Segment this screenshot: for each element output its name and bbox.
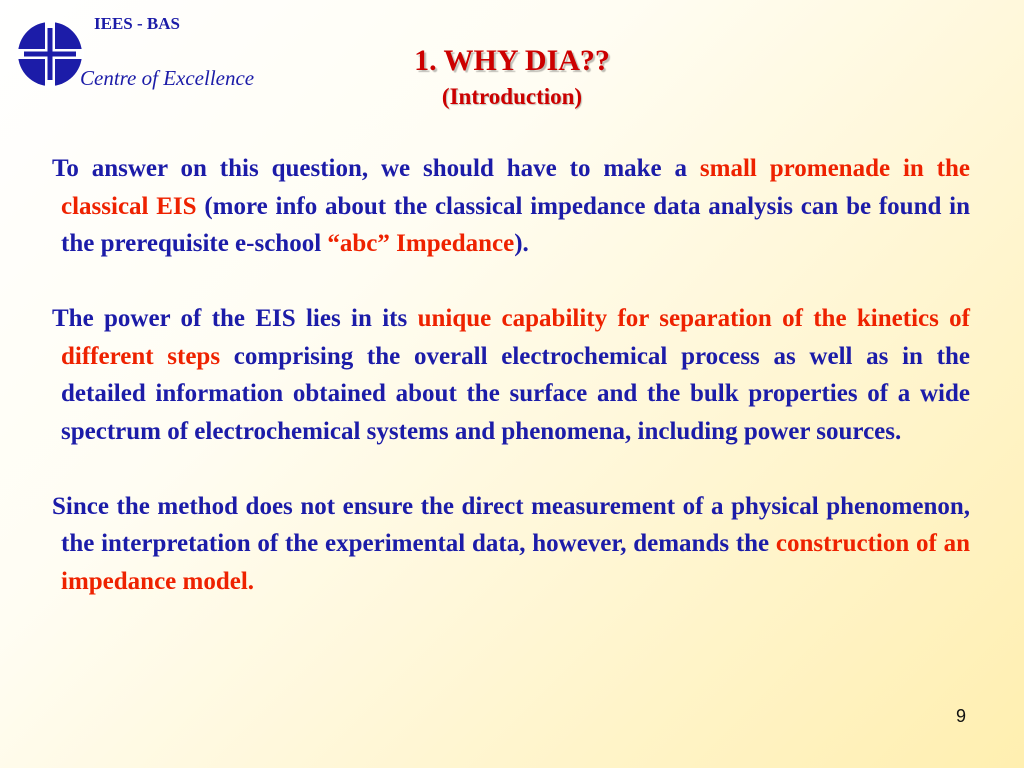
paragraph-text: To answer on this question, we should have to make a [52,155,700,182]
paragraph-text: comprising the overall electrochemical process as well as in the detailed information obtained about the surface and the bulk properties of a wide spectrum of electrochemical systems and phenomena, including power sources. [61,342,970,445]
slide-title: 1. WHY DIA?? [414,44,610,77]
paragraph-text: ). [514,230,529,257]
paragraph-eis-power [52,300,970,450]
highlight-text: unique capability for separation of the kinetics of different steps [61,305,970,370]
org-name: IEES - BAS [94,14,180,33]
highlight-text: small promenade in the classical EIS [61,155,970,220]
paragraph-eis-promenade [52,150,970,263]
paragraph-impedance-model [52,488,970,601]
paragraph-text: Since the method does not ensure the direct measurement of a physical phenomenon, the interpretation of the experimental data, however, demands the [52,492,970,557]
paragraph-text: The power of the EIS lies in its [52,305,418,332]
slide-subtitle: (Introduction) [441,84,583,109]
page-number: 9 [955,706,966,726]
highlight-text: construction of an impedance model. [61,530,970,595]
slide-body [52,150,970,638]
centre-of-excellence-label: Centre of Excellence [80,66,255,90]
paragraph-text: (more info about the classical impedance data analysis can be found in the prerequisite e-school [61,192,971,257]
abc-impedance-link[interactable]: “abc” Impedance [327,230,515,257]
